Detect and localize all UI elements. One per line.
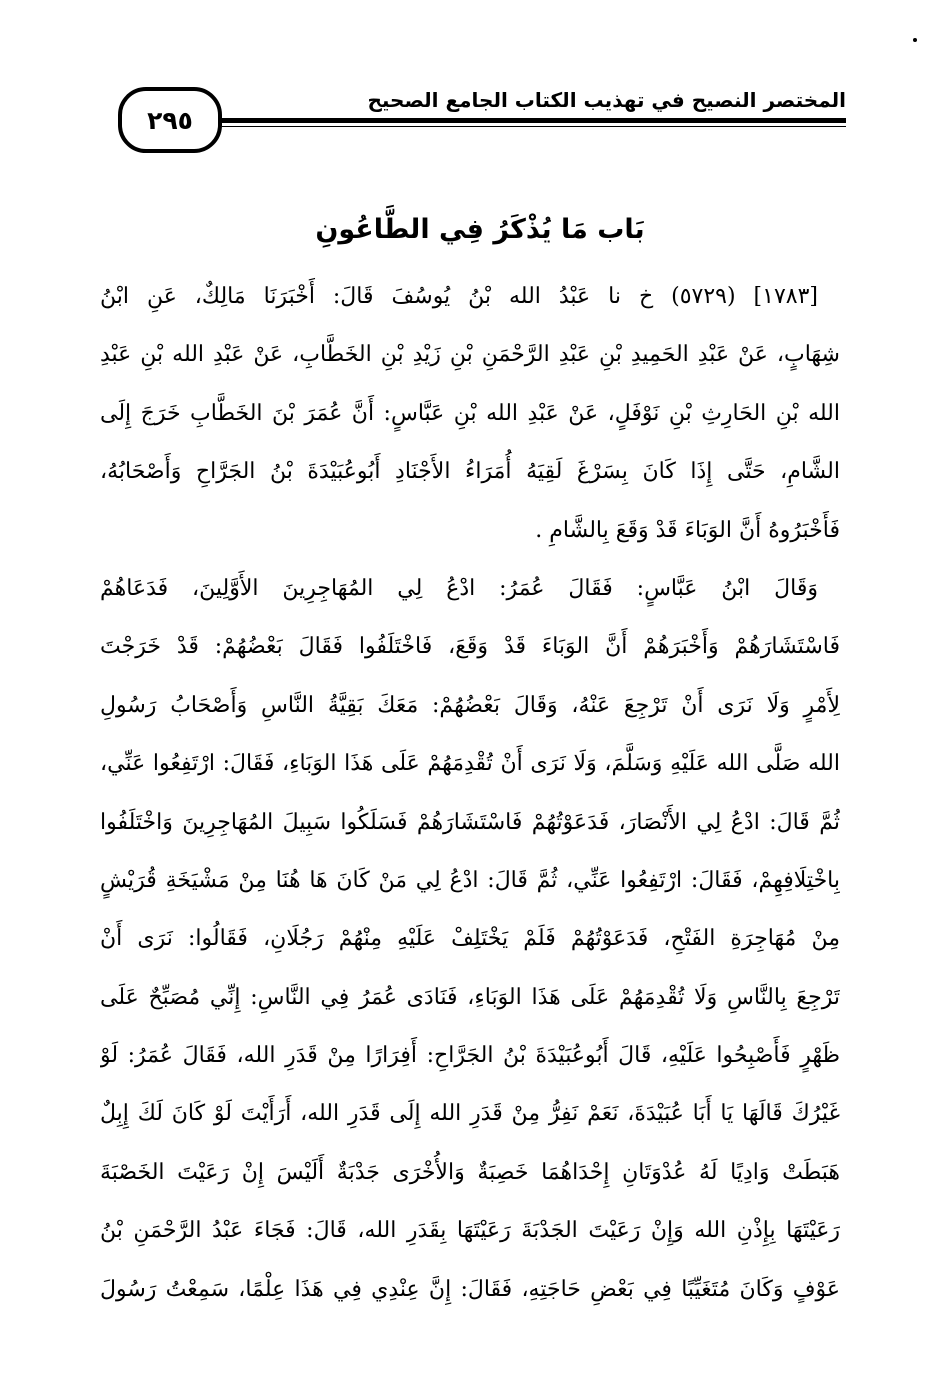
text-line: [١٧٨٣] (٥٧٢٩) خ نا عَبْدُ الله بْنُ يُوسُفَ قَالَ: أَخْبَرَنَا مَالِكٌ، عَنِ ابْنُ [100,284,818,309]
text-line: تَرْجِعَ بِالنَّاسِ وَلَا تُقْدِمَهُمْ عَلَى هَذَا الوَبَاءِ، فَنَادَى عُمَرُ فِي النَّاسِ: إِنِّي مُصَبِّحٌ عَلَى [100,984,840,1010]
text-line: الله صَلَّى الله عَلَيْهِ وَسَلَّمَ، وَلَا نَرَى أَنْ تُقْدِمَهُمْ عَلَى هَذَا الوَبَاءِ، فَقَالَ: ارْتَفِعُوا عَنِّي، [100,751,840,777]
text-line: فَأَخْبَرُوهُ أَنَّ الوَبَاءَ قَدْ وَقَعَ بِالشَّامِ . [535,517,840,543]
body-text [100,268,840,1319]
header-rule-thin [222,126,846,127]
text-line: لِأَمْرٍ وَلَا نَرَى أَنْ تَرْجِعَ عَنْهُ، وَقَالَ بَعْضُهُمْ: مَعَكَ بَقِيَّةُ النَّاسِ وَأَصْحَابُ رَسُولِ [100,692,840,718]
book-title: المختصر النصيح في تهذيب الكتاب الجامع الصحيح [367,88,846,112]
text-line: رَعَيْتَهَا بِإِذْنِ الله وَإِنْ رَعَيْتَ الجَدْبَةَ رَعَيْتَهَا بِقَدَرِ الله، قَالَ: فَجَاءَ عَبْدُ الرَّحْمَنِ بْنُ [100,1218,840,1244]
hadith-paragraph-1 [100,268,840,560]
page-number: ٢٩٥ [147,105,193,135]
text-line: عَوْفٍ وَكَانَ مُتَغَيِّبًا فِي بَعْضِ حَاجَتِهِ، فَقَالَ: إِنَّ عِنْدِي فِي هَذَا عِلْمًا، سَمِعْتُ رَسُولَ [100,1276,840,1302]
text-line: فَاسْتَشَارَهُمْ وَأَخْبَرَهُمْ أَنَّ الوَبَاءَ قَدْ وَقَعَ، فَاخْتَلَفُوا فَقَالَ بَعْضُهُمْ: قَدْ خَرَجْتَ [100,634,840,660]
text-line: الشَّامِ، حَتَّى إِذَا كَانَ بِسَرْغَ لَقِيَهُ أُمَرَاءُ الأَجْنَادِ أَبُوعُبَيْدَةَ بْنُ الجَرَّاحِ وَأَصْحَابُهُ، [100,459,840,485]
text-line: بِاخْتِلَافِهِمْ، فَقَالَ: ارْتَفِعُوا عَنِّي، ثُمَّ قَالَ: ادْعُ لِي مَنْ كَانَ هَا هُنَا مِنْ مَشْيَخَةِ قُرَيْشٍ [100,867,840,893]
text-line: الله بْنِ الحَارِثِ بْنِ نَوْفَلٍ، عَنْ عَبْدِ الله بْنِ عَبَّاسٍ: أَنَّ عُمَرَ بْنَ الخَطَّابِ خَرَجَ إِلَى [100,400,840,426]
header-rule-thick [222,118,846,123]
chapter-heading: بَاب مَا يُذْكَرُ فِي الطَّاعُونِ [315,214,645,245]
text-line: مِنْ مُهَاجِرَةِ الفَتْحِ، فَدَعَوْتُهُمْ فَلَمْ يَخْتَلِفْ عَلَيْهِ مِنْهُمْ رَجُلَانِ، فَقَالُوا: نَرَى أَنْ [100,926,840,952]
text-line: ثُمَّ قَالَ: ادْعُ لِي الأَنْصَارَ، فَدَعَوْتُهُمْ فَاسْتَشَارَهُمْ فَسَلَكُوا سَبِيلَ المُهَاجِرِينَ وَاخْتَلَفُوا [100,809,840,835]
hadith-paragraph-2 [100,560,840,1319]
page-number-box [118,87,222,153]
page-header [118,82,846,158]
text-line: ظَهْرٍ فَأَصْبِحُوا عَلَيْهِ، قَالَ أَبُوعُبَيْدَةَ بْنُ الجَرَّاحِ: أَفِرَارًا مِنْ قَدَرِ الله، فَقَالَ عُمَرُ: لَوْ [100,1043,840,1069]
text-line: غَيْرُكَ قَالَهَا يَا أَبَا عُبَيْدَةَ، نَعَمْ نَفِرُّ مِنْ قَدَرِ الله إِلَى قَدَرِ الله، أَرَأَيْتَ لَوْ كَانَ لَكَ إِبِلٌ [100,1101,840,1127]
scan-dot [913,38,917,42]
text-line: وَقَالَ ابْنُ عَبَّاسٍ: فَقَالَ عُمَرُ: ادْعُ لِي المُهَاجِرِينَ الأَوَّلِينَ، فَدَعَاهُمْ [100,575,818,601]
text-line: شِهَابٍ، عَنْ عَبْدِ الحَمِيدِ بْنِ عَبْدِ الرَّحْمَنِ بْنِ زَيْدِ بْنِ الخَطَّابِ، عَنْ عَبْدِ الله بْنِ عَبْدِ [100,342,840,368]
text-line: هَبَطَتْ وَادِيًا لَهُ عُدْوَتَانِ إِحْدَاهُمَا خَصِبَةٌ وَالأُخْرَى جَدْبَةٌ أَلَيْسَ إِنْ رَعَيْتَ الخَصْبَةَ [100,1159,840,1185]
